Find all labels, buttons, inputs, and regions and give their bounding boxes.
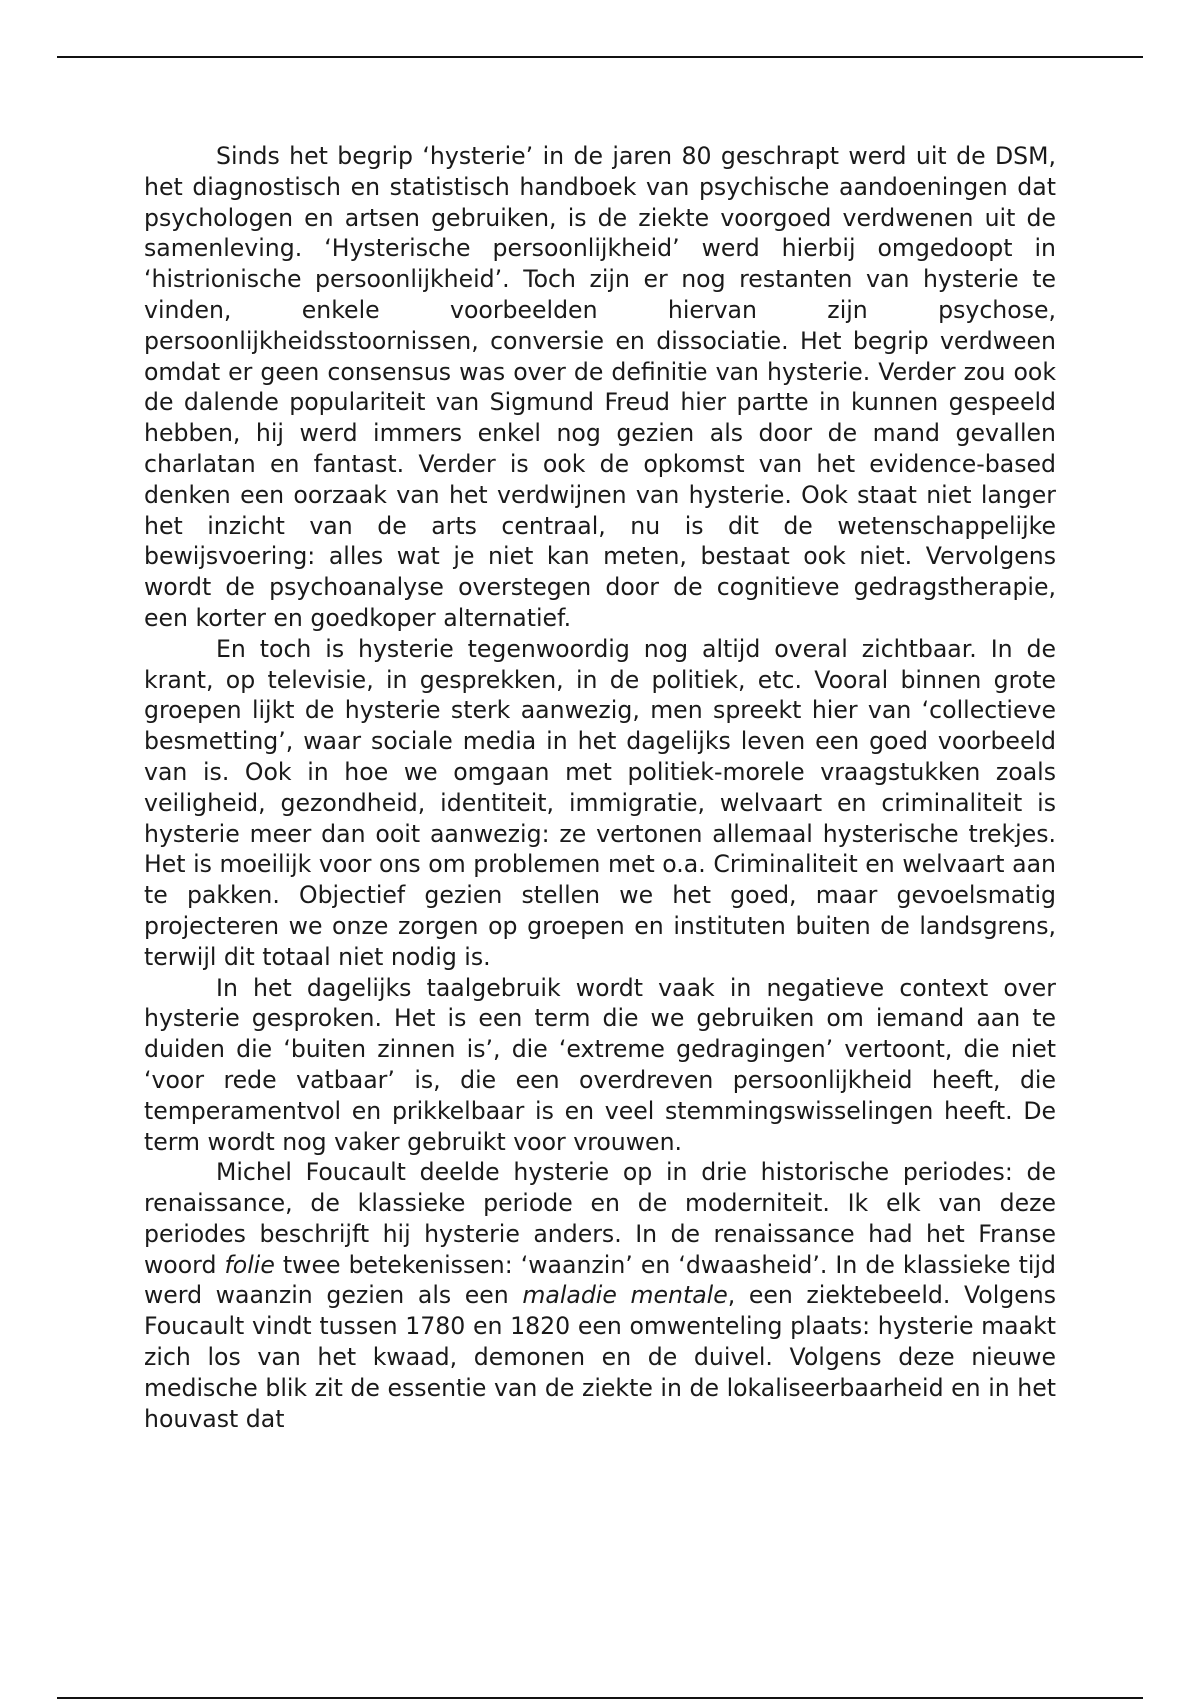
paragraph-text: Michel Foucault deelde hysterie op in drie historische periodes: de renaissance, de klassieke periode en de moderniteit. Ik elk van deze periodes beschrijft hij hysterie anders. In de renaissance had het Franse woord — [144, 1158, 1056, 1279]
paragraph-text: , een ziektebeeld. Volgens Foucault vindt tussen 1780 en 1820 een omwenteling plaats: hysterie maakt zich los van het kwaad, demonen en de duivel. Volgens deze nieuwe medische blik zit de essentie van de ziekte in de lokaliseerbaarheid en in het houvast dat — [144, 1281, 1056, 1433]
italic-term-maladie-mentale: maladie mentale — [522, 1281, 728, 1310]
paragraph-1 — [144, 141, 1056, 634]
top-rule — [57, 56, 1143, 58]
bottom-rule — [57, 1697, 1143, 1699]
paragraph-2 — [144, 634, 1056, 973]
paragraph-4 — [144, 1157, 1056, 1434]
paragraph-text: En toch is hysterie tegenwoordig nog altijd overal zichtbaar. In de krant, op televisie, in gesprekken, in de politiek, etc. Vooral binnen grote groepen lijkt de hysterie sterk aanwezig, men spreekt hier van ‘collectieve besmetting’, waar sociale media in het dagelijks leven een goed voorbeeld van is. Ook in hoe we omgaan met politiek-morele vraagstukken zoals veiligheid, gezondheid, identiteit, immigratie, welvaart en criminaliteit is hysterie meer dan ooit aanwezig: ze vertonen allemaal hysterische trekjes. Het is moeilijk voor ons om problemen met o.a. Criminaliteit en welvaart aan te pakken. Objectief gezien stellen we het goed, maar gevoelsmatig projecteren we onze zorgen op groepen en instituten buiten de landsgrens, terwijl dit totaal niet nodig is. — [144, 634, 1056, 971]
paragraph-text: twee betekenissen: ‘waanzin’ en ‘dwaasheid’. In de klassieke tijd werd waanzin gezien als een — [144, 1250, 1057, 1310]
body-text — [144, 141, 1056, 1434]
paragraph-text: Sinds het begrip ‘hysterie’ in de jaren 80 geschrapt werd uit de DSM, het diagnostisch en statistisch handboek van psychische aandoeningen dat psychologen en artsen gebruiken, is de ziekte voorgoed verdwenen uit de samenleving. ‘Hysterische persoonlijkheid’ werd hierbij omgedoopt in ‘histrionische persoonlijkheid’. Toch zijn er nog restanten van hysterie te vinden, enkele voorbeelden hiervan zijn psychose, persoonlijkheidsstoornissen, conversie en dissociatie. Het begrip verdween omdat er geen consensus was over de definitie van hysterie. Verder zou ook de dalende populariteit van Sigmund Freud hier partte in kunnen gespeeld hebben, hij werd immers enkel nog gezien als door de mand gevallen charlatan en fantast. Verder is ook de opkomst van het evidence-based denken een oorzaak van het verdwijnen van hysterie. Ook staat niet langer het inzicht van de arts centraal, nu is dit de wetenschappelijke bewijsvoering: alles wat je niet kan meten, bestaat ook niet. Vervolgens wordt de psychoanalyse overstegen door de cognitieve gedragstherapie, een korter en goedkoper alternatief. — [144, 142, 1056, 632]
paragraph-text: In het dagelijks taalgebruik wordt vaak in negatieve context over hysterie gesproken. Het is een term die we gebruiken om iemand aan te duiden die ‘buiten zinnen is’, die ‘extreme gedragingen’ vertoont, die niet ‘voor rede vatbaar’ is, die een overdreven persoonlijkheid heeft, die temperamentvol en prikkelbaar is en veel stemmingswisselingen heeft. De term wordt nog vaker gebruikt voor vrouwen. — [144, 973, 1056, 1156]
paragraph-3 — [144, 973, 1056, 1158]
italic-term-folie: folie — [224, 1250, 275, 1279]
